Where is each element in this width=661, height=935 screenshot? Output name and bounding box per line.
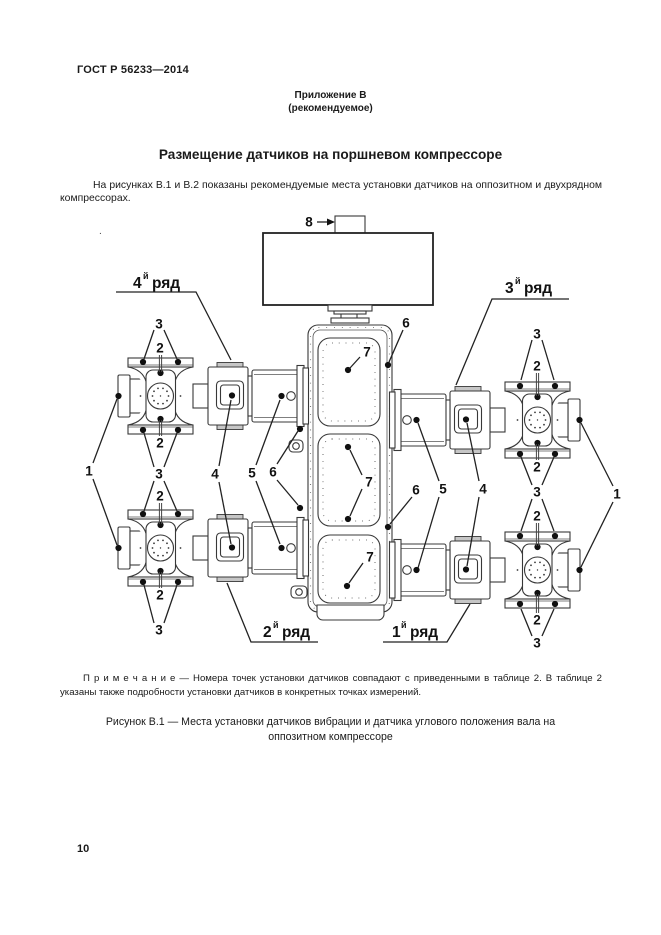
row-label-4 bbox=[116, 271, 231, 360]
appendix-note: (рекомендуемое) bbox=[288, 103, 373, 114]
callout-3: 3 bbox=[155, 622, 163, 638]
note-paragraph: П р и м е ч а н и е — Номера точек установки датчиков совпадают с приведенными в таблице 2. В таблице 2 указаны также подробности установки датчиков в конкретных точках измерений. bbox=[60, 673, 602, 698]
callout-2: 2 bbox=[533, 508, 541, 524]
svg-text:3: 3 bbox=[505, 280, 514, 297]
page-title: Размещение датчиков на поршневом компрессоре bbox=[158, 147, 503, 162]
callout-2: 2 bbox=[156, 488, 164, 504]
callout-3: 3 bbox=[155, 316, 163, 332]
callout-3: 3 bbox=[533, 484, 541, 500]
svg-text:ряд: ряд bbox=[410, 624, 439, 641]
svg-text:ряд: ряд bbox=[524, 280, 553, 297]
crankcase-foot bbox=[317, 605, 384, 620]
standard-code: ГОСТ Р 56233—2014 bbox=[77, 64, 189, 76]
row-label-3 bbox=[456, 276, 569, 385]
callout-3: 3 bbox=[533, 635, 541, 651]
svg-text:1: 1 bbox=[392, 624, 401, 641]
svg-text:ряд: ряд bbox=[152, 275, 181, 292]
callout-2: 2 bbox=[533, 459, 541, 475]
callout-3: 3 bbox=[533, 326, 541, 342]
svg-text:4: 4 bbox=[133, 275, 142, 292]
row-2-assembly bbox=[115, 510, 308, 586]
callout-1: 1 bbox=[85, 463, 93, 479]
inspection-cover-3 bbox=[318, 535, 380, 603]
callout-6: 6 bbox=[402, 315, 410, 331]
sensor-box-8 bbox=[335, 216, 365, 233]
stray-mark: . bbox=[99, 226, 102, 237]
callout-5: 5 bbox=[248, 465, 256, 481]
callout-8: 8 bbox=[305, 214, 313, 230]
figure-caption-line1: Рисунок В.1 — Места установки датчиков вибрации и датчика углового положения вала на bbox=[105, 716, 556, 728]
callout-3: 3 bbox=[155, 466, 163, 482]
callout-4: 4 bbox=[479, 481, 487, 497]
svg-text:й: й bbox=[143, 271, 149, 281]
svg-text:й: й bbox=[515, 276, 521, 286]
intro-paragraph: На рисунках В.1 и В.2 показаны рекомендуемые места установки датчиков на оппозитном и двухрядном компрессорах. bbox=[60, 180, 602, 204]
arrow-icon bbox=[327, 219, 335, 226]
svg-text:й: й bbox=[401, 620, 407, 630]
row-1-assembly bbox=[390, 532, 583, 608]
figure-caption-line2: оппозитном компрессоре bbox=[268, 731, 393, 743]
callout-2: 2 bbox=[156, 340, 164, 356]
row-4-assembly bbox=[115, 358, 308, 434]
callout-2: 2 bbox=[156, 435, 164, 451]
callout-2: 2 bbox=[156, 587, 164, 603]
callout-1: 1 bbox=[613, 486, 621, 502]
row-3-assembly bbox=[390, 382, 583, 458]
appendix-label: Приложение В bbox=[294, 90, 367, 101]
row-label-1 bbox=[383, 604, 470, 642]
svg-text:ряд: ряд bbox=[282, 624, 311, 641]
callout-5: 5 bbox=[439, 481, 447, 497]
motor-assembly bbox=[263, 215, 433, 324]
callout-6: 6 bbox=[412, 482, 420, 498]
callout-7: 7 bbox=[366, 549, 374, 565]
coupling bbox=[328, 305, 372, 323]
svg-text:2: 2 bbox=[263, 624, 272, 641]
callout-2: 2 bbox=[533, 358, 541, 374]
motor-body bbox=[263, 233, 433, 305]
callout-4: 4 bbox=[211, 466, 219, 482]
callout-2: 2 bbox=[533, 612, 541, 628]
page-number: 10 bbox=[77, 843, 90, 855]
callout-7: 7 bbox=[363, 344, 371, 360]
callout-7: 7 bbox=[365, 474, 373, 490]
svg-text:й: й bbox=[273, 620, 279, 630]
callout-6: 6 bbox=[269, 464, 277, 480]
